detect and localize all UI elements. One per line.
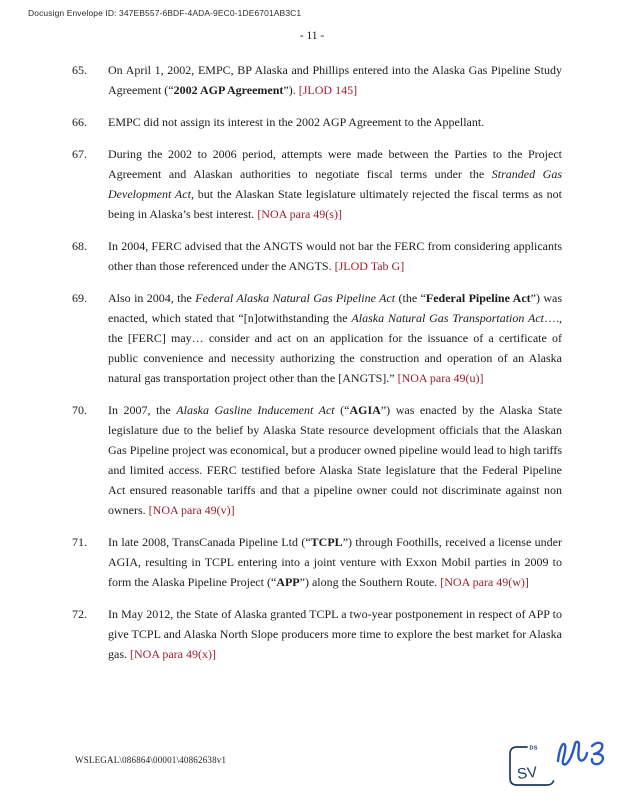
paragraph-text: In May 2012, the State of Alaska granted TCPL a two-year postponement in respect of APP to give TCPL and Alaska North Slope producers more time to explore the best market for Alaska gas. [NOA para 49(x)] <box>108 607 562 661</box>
paragraph <box>72 144 562 224</box>
handwritten-initials <box>551 731 617 779</box>
paragraph-number: 66. <box>72 115 87 129</box>
paragraph-text: During the 2002 to 2006 period, attempts were made between the Parties to the Project Agreement and Alaskan authorities to negotiate fiscal terms under the Stranded Gas Development Act, but the Alaskan State legislature ultimately rejected the fiscal terms as not being in Alaska’s best interest. [NOA para 49(s)] <box>108 147 563 221</box>
paragraph-text: In late 2008, TransCanada Pipeline Ltd (“TCPL”) through Foothills, received a license under AGIA, resulting in TCPL entering into a joint venture with Exxon Mobil parties in 2009 to form the Alaska Pipeline Project (“APP”) along the Southern Route. [NOA para 49(w)] <box>108 535 562 589</box>
paragraph-number: 72. <box>72 607 87 621</box>
page-number: - 11 - <box>299 30 325 42</box>
handwritten-initials-icon <box>551 731 617 779</box>
paragraph <box>72 532 562 592</box>
paragraph <box>72 112 562 132</box>
footer-file-reference: WSLEGAL\086864\00001\40862638v1 <box>75 755 227 765</box>
paragraph-number: 67. <box>72 147 87 161</box>
paragraph-text: On April 1, 2002, EMPC, BP Alaska and Phillips entered into the Alaska Gas Pipeline Study Agreement (“2002 AGP Agreement”). [JLOD 145] <box>108 63 562 97</box>
docusign-ds-label: DS <box>529 745 538 752</box>
paragraph <box>72 288 562 388</box>
paragraph-number: 71. <box>72 535 87 549</box>
paragraph-number: 65. <box>72 63 87 77</box>
paragraph-text: In 2004, FERC advised that the ANGTS would not bar the FERC from considering applicants other than those referenced under the ANGTS. [JLOD Tab G] <box>108 239 562 273</box>
paragraph-number: 70. <box>72 403 87 417</box>
paragraph <box>72 400 562 520</box>
paragraph-list <box>72 60 562 676</box>
paragraph <box>72 236 562 276</box>
paragraph-text: Also in 2004, the Federal Alaska Natural Gas Pipeline Act (the “Federal Pipeline Act”) was enacted, which stated that “[n]otwithstanding the Alaska Natural Gas Transportation Act…., the [FERC] may… consider and act on an application for the issuance of a certificate of public convenience and necessity authorizing the construction and operation of an Alaska natural gas transportation project other than the [ANGTS].” [NOA para 49(u)] <box>108 291 563 385</box>
paragraph-text: EMPC did not assign its interest in the 2002 AGP Agreement to the Appellant. <box>108 115 485 129</box>
paragraph <box>72 60 562 100</box>
docusign-envelope-id: Docusign Envelope ID: 347EB557-6BDF-4ADA-9EC0-1DE6701AB3C1 <box>28 8 302 18</box>
paragraph-number: 69. <box>72 291 87 305</box>
paragraph-number: 68. <box>72 239 87 253</box>
stamp-initials-text: SV <box>516 763 539 784</box>
paragraph <box>72 604 562 664</box>
paragraph-text: In 2007, the Alaska Gasline Inducement Act (“AGIA”) was enacted by the Alaska State legislature due to the belief by Alaska State resource development officials that the Alaskan Gas Pipeline project was economical, but a producer owned pipeline would lead to high tariffs and limited access. FERC testified before Alaska State legislature that the Federal Pipeline Act ensured reasonable tariffs and that a pipeline owner could not discriminate against non owners. [NOA para 49(v)] <box>108 403 563 517</box>
